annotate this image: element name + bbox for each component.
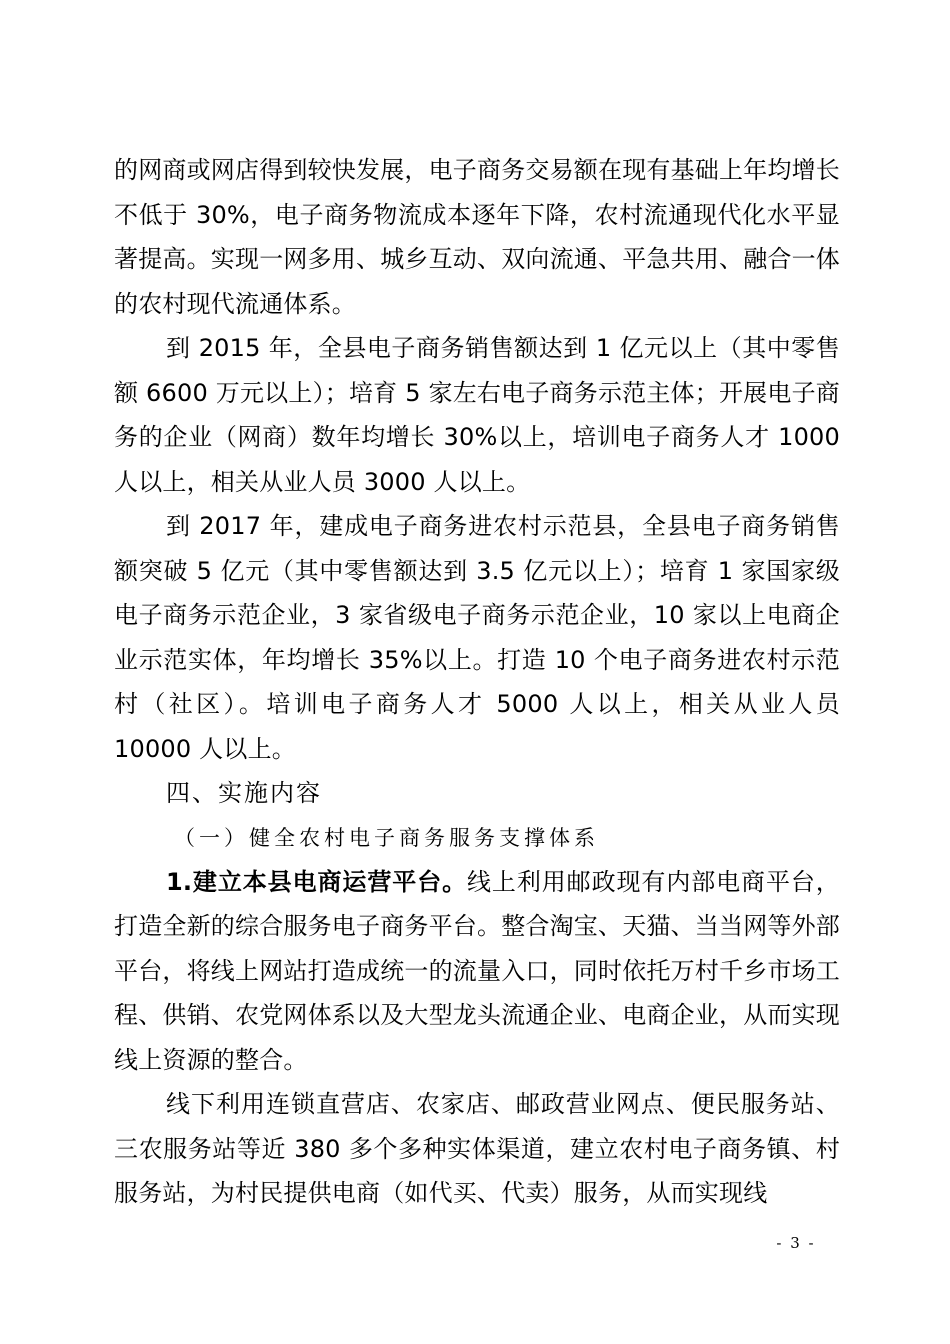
paragraph-platform-lead: 1.建立本县电商运营平台。 xyxy=(166,867,467,896)
body-text xyxy=(114,148,840,1216)
paragraph-2017-targets: 到 2017 年，建成电子商务进农村示范县，全县电子商务销售额突破 5 亿元（其中零售额达到 3.5 亿元以上）；培育 1 家国家级电子商务示范企业，3 家省级电子商务示范企业，10 家以上电商企业示范实体，年均增长 35%以上。打造 10 个电子商务进农村示范村（社区）。培训电子商务人才 5000 人以上，相关从业人员 10000 人以上。 xyxy=(114,512,840,763)
page-number: - 3 - xyxy=(776,1234,816,1252)
paragraph-platform-body: 线上利用邮政现有内部电商平台，打造全新的综合服务电子商务平台。整合淘宝、天猫、当当网等外部平台，将线上网站打造成统一的流量入口，同时依托万村千乡市场工程、供销、农党网体系以及大型龙头流通企业、电商企业，从而实现线上资源的整合。 xyxy=(114,867,841,1074)
section-heading: 四、实施内容 xyxy=(166,779,322,807)
paragraph-2015-targets: 到 2015 年，全县电子商务销售额达到 1 亿元以上（其中零售额 6600 万元以上）；培育 5 家左右电子商务示范主体；开展电子商务的企业（网商）数年均增长 30%以上，培训电子商务人才 1000 人以上，相关从业人员 3000 人以上。 xyxy=(114,334,840,496)
paragraph-offline-channels: 线下利用连锁直营店、农家店、邮政营业网点、便民服务站、三农服务站等近 380 多个多种实体渠道，建立农村电子商务镇、村服务站，为村民提供电商（如代买、代卖）服务，从而实现线 xyxy=(114,1090,840,1207)
paragraph-platform xyxy=(114,860,840,1083)
subsection-heading: （一）健全农村电子商务服务支撑体系 xyxy=(174,825,599,850)
paragraph-goals-summary: 的网商或网店得到较快发展，电子商务交易额在现有基础上年均增长不低于 30%，电子商务物流成本逐年下降，农村流通现代化水平显著提高。实现一网多用、城乡互动、双向流通、平急共用、融合一体的农村现代流通体系。 xyxy=(114,156,840,318)
